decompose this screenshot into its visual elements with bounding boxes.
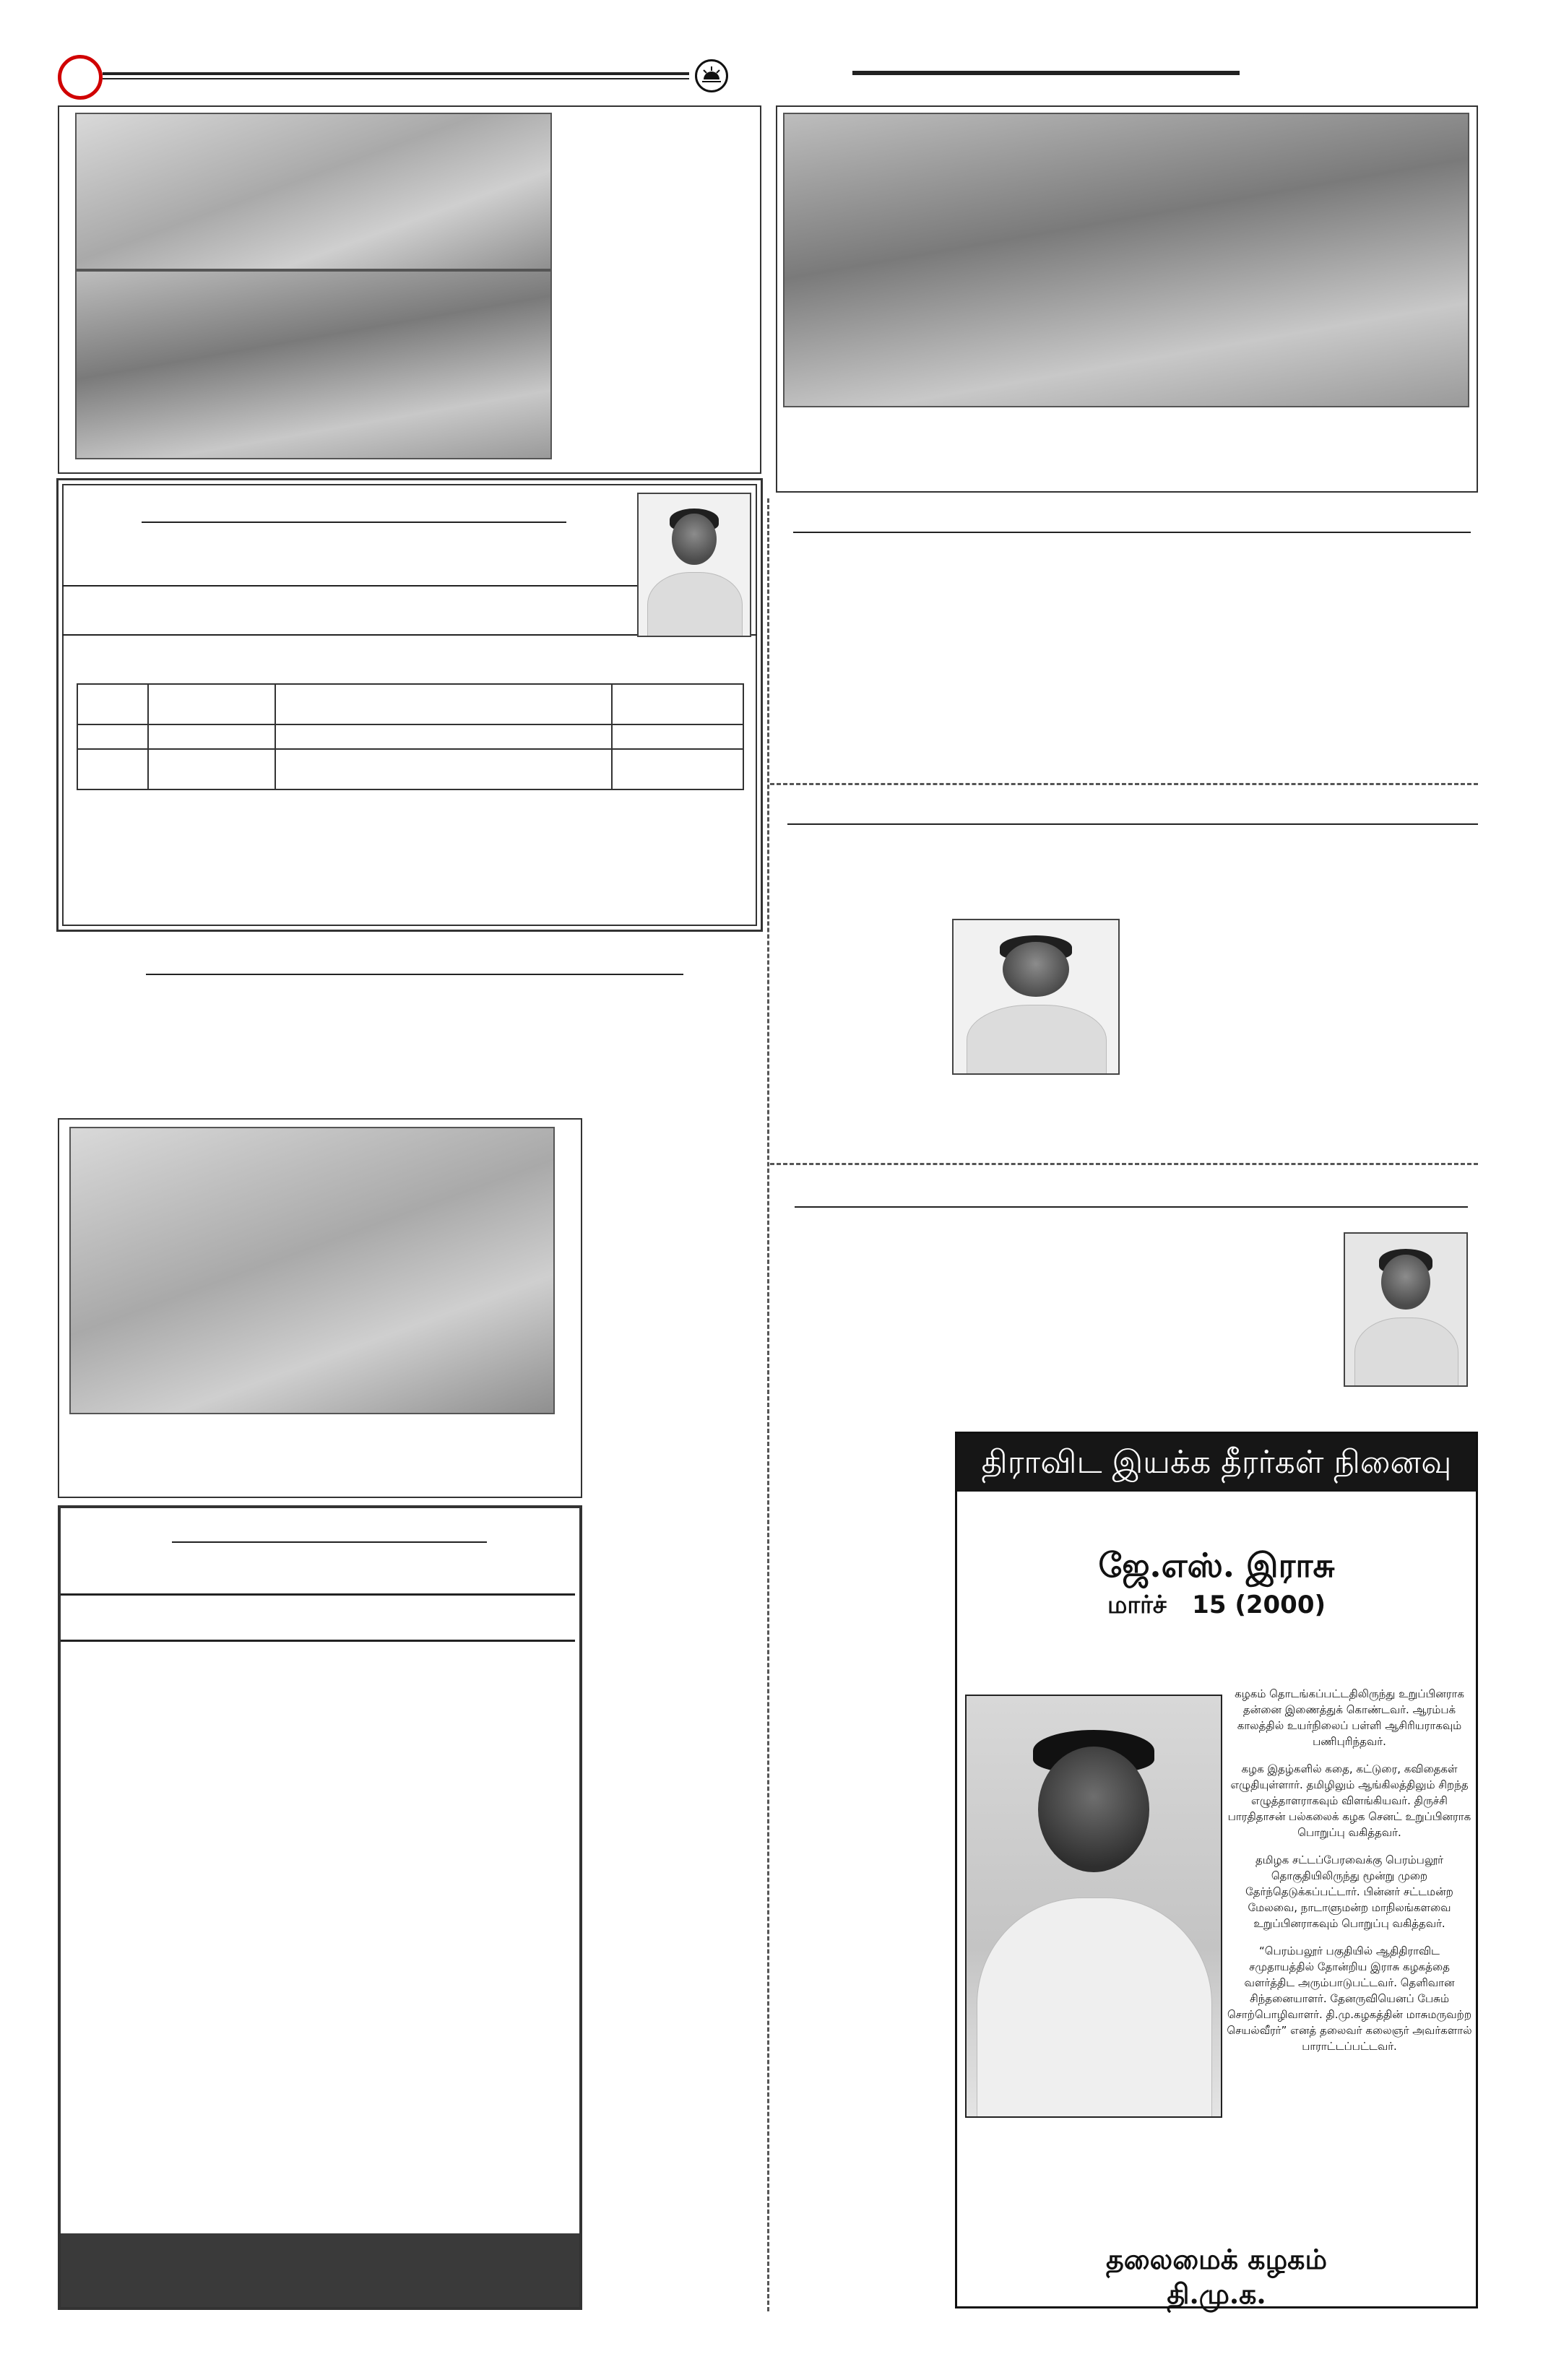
table-row — [77, 724, 743, 749]
right-article3-rule — [795, 1206, 1468, 1208]
memorial-footer-line2: தி.மு.க. — [1167, 2277, 1266, 2310]
planting-photo — [69, 1127, 555, 1414]
notice-portrait — [637, 493, 751, 637]
bottom-article-band-bottom — [61, 1640, 575, 1642]
masthead-rule-left-thin — [103, 78, 689, 79]
column-divider — [767, 498, 769, 2311]
notice-title-rule — [142, 522, 566, 523]
memorial-heading: திராவிட இயக்க தீரர்கள் நினைவு நாள் — [957, 1434, 1476, 1492]
right-article3-portrait — [1344, 1232, 1468, 1387]
notice-band-top — [62, 585, 637, 587]
notice-table — [77, 683, 744, 790]
table-row — [77, 749, 743, 789]
bottom-article-title-rule — [172, 1541, 487, 1543]
mid-article-rule — [146, 974, 683, 975]
rising-sun-icon — [695, 59, 728, 92]
masthead-rule-right — [852, 71, 1240, 75]
right-article2-rule — [787, 823, 1478, 825]
memorial-bio-paragraph: தமிழக சட்டப்பேரவைக்கு பெரம்பலூர் தொகுதியிலிருந்து மூன்று முறை தேர்ந்தெடுக்கப்பட்டார். பின்னர் சட்டமன்ற மேலவை, நாடாளுமன்ற மாநிலங்களவை உறுப்பினராகவும் பொறுப்பு வகித்தவர். — [1245, 1853, 1453, 1930]
bottom-article-box — [58, 1505, 582, 2310]
memorial-portrait — [965, 1695, 1222, 2118]
bottom-article-footer-band — [61, 2233, 579, 2307]
memorial-name: ஜே.எஸ். இராசு — [1098, 1546, 1335, 1585]
right-section-divider-1 — [770, 783, 1478, 785]
masthead-rule-left — [103, 72, 689, 75]
right-section-divider-2 — [770, 1163, 1478, 1165]
event-photo-audience — [75, 270, 552, 459]
event-photo-stage — [75, 113, 552, 270]
memorial-date: மார்ச் 15 (2000) — [1107, 1591, 1326, 1619]
memorial-bio-paragraph: கழகம் தொடங்கப்பட்டதிலிருந்து உறுப்பினராக தன்னை இணைத்துக் கொண்டவர். ஆரம்பக் காலத்தில் உயர்நிலைப் பள்ளி ஆசிரியராகவும் பணிபுரிந்தவர். — [1235, 1687, 1464, 1748]
memorial-bio-paragraph: கழக இதழ்களில் கதை, கட்டுரை, கவிதைகள் எழுதியுள்ளார். தமிழிலும் ஆங்கிலத்திலும் சிறந்த எழுத்தாளராகவும் விளங்கியவர். திருச்சி பாரதிதாசன் பல்கலைக் கழக செனட் உறுப்பினராக பொறுப்பு வகித்தவர். — [1227, 1762, 1471, 1839]
page-number-badge — [58, 55, 103, 100]
right-article2-portrait — [952, 919, 1120, 1075]
memorial-footer-line1: தலைமைக் கழகம் — [1105, 2243, 1328, 2275]
right-article1-rule — [793, 532, 1471, 533]
table-row — [77, 684, 743, 724]
bottom-article-band-top — [61, 1593, 575, 1596]
memorial-bio-paragraph: “பெரம்பலூர் பகுதியில் ஆதிதிராவிட சமுதாயத்தில் தோன்றிய இராசு கழகத்தை வளர்த்திட அரும்பாடுபட்டவர். தெளிவான சிந்தனையாளர். தேனருவியெனப் பேசும் சொற்பொழிவாளர். தி.மு.கழகத்தின் மாசுமருவற்ற செயல்வீரர்” எனத் தலைவர் கலைஞர் அவர்களால் பாராட்டப்பட்டவர். — [1227, 1944, 1472, 2053]
ceremony-photo — [783, 113, 1469, 407]
memorial-bio — [1227, 1686, 1472, 2066]
